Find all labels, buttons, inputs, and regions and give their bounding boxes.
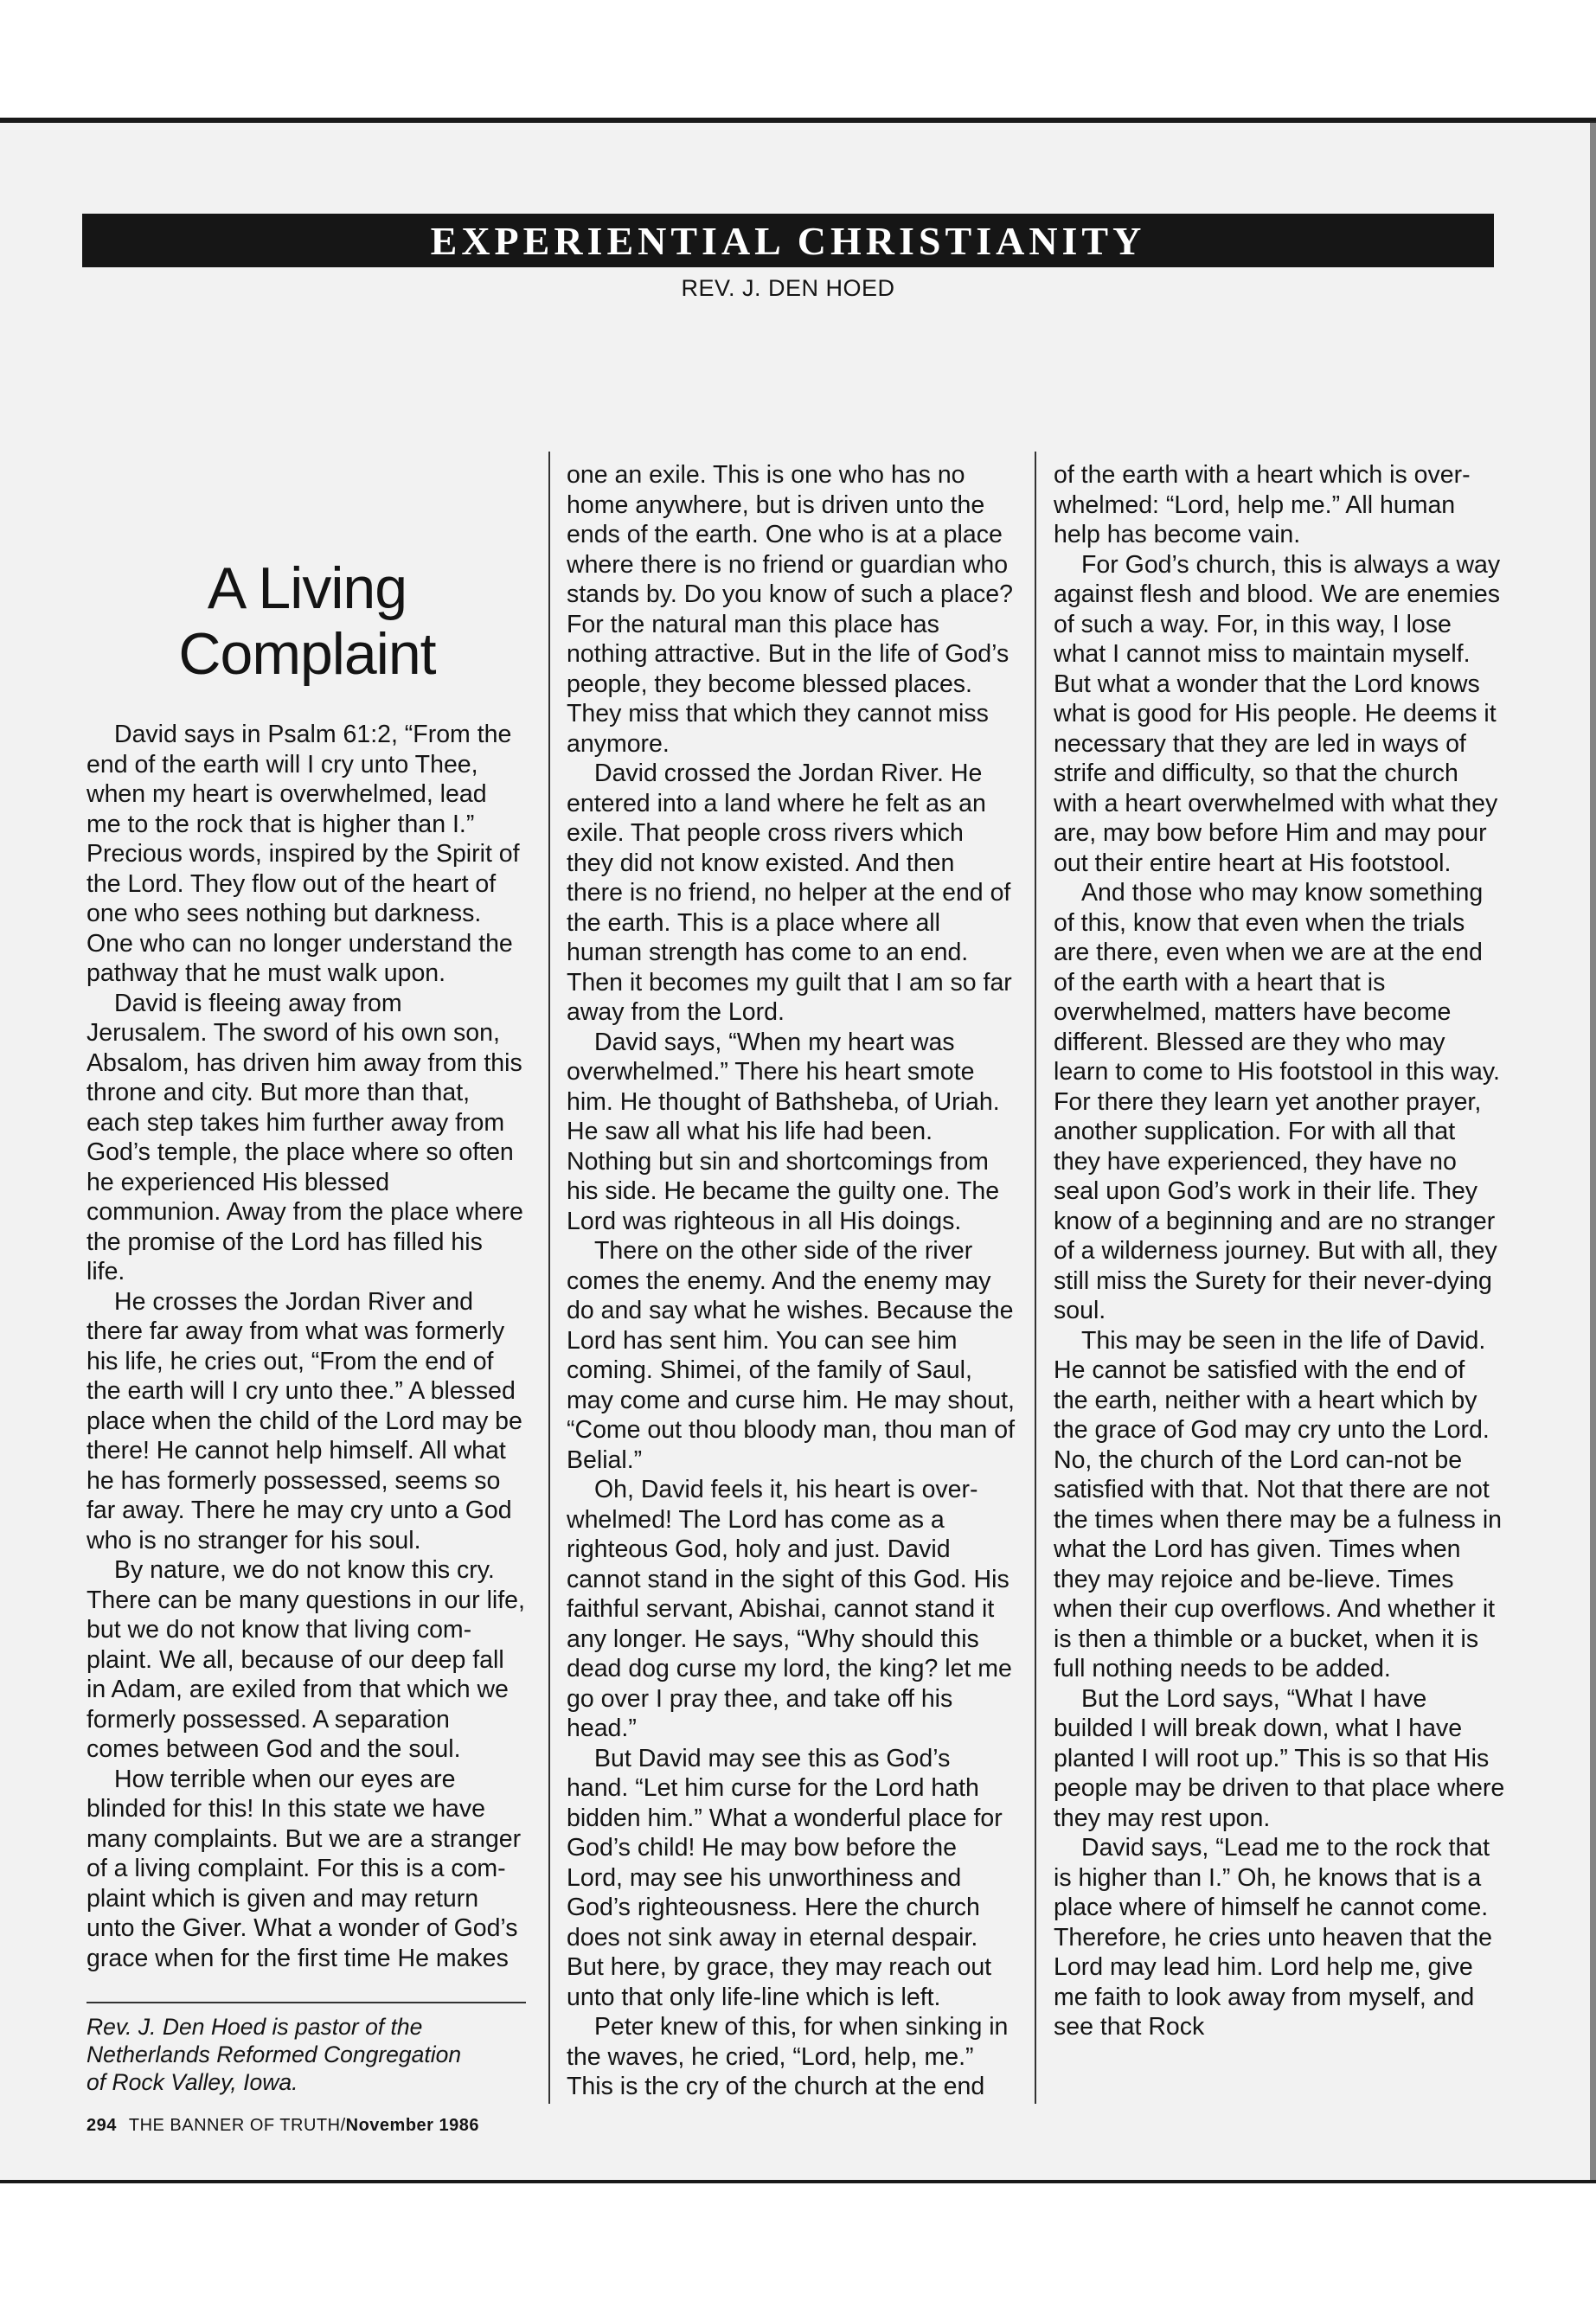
magazine-page: [0, 123, 1596, 2180]
paragraph: By nature, we do not know this cry. There can be many questions in our life, but we do not know that living com-plaint. We all, because of our deep fall in Adam, are exiled from that which we formerly possessed. A separation comes between God and the soul.: [87, 1556, 525, 1763]
footnote-rule: [87, 2002, 526, 2003]
text-column-3: [1054, 460, 1505, 2042]
paragraph: David says, “When my heart was overwhelmed.” There his heart smote him. He thought of Bathsheba, of Uriah. He saw all what his life had been. Nothing but sin and shortcomings from his side. He became the guilty one. The Lord was righteous in all His doings.: [567, 1028, 1000, 1235]
paragraph: For God’s church, this is always a way against flesh and blood. We are enemies of such a way. For, in this way, I lose what I cannot miss to maintain myself. But what a wonder that the Lord knows what is good for His people. He deems it necessary that they are led in ways of strife and difficulty, so that the church with a heart overwhelmed with what they are, may bow before Him and may pour out their entire heart at His footstool.: [1054, 550, 1501, 877]
bio-line: of Rock Valley, Iowa.: [87, 2069, 298, 2095]
publication-name: THE BANNER OF TRUTH/: [128, 2116, 346, 2135]
paragraph: David says, “Lead me to the rock that is higher than I.” Oh, he knows that is a place where of himself he cannot come. Therefore, he cries unto heaven that the Lord may lead him. Lord help me, give me faith to look away from myself, and see that Rock: [1054, 1834, 1492, 2041]
paragraph: David is fleeing away from Jerusalem. The sword of his own son, Absalom, has driven him away from this throne and city. But more than that, each step takes him further away from God’s temple, the place where so often he experienced His blessed communion. Away from the place where the promise of the Lord has filled his life.: [87, 989, 523, 1285]
section-title: EXPERIENTIAL CHRISTIANITY: [430, 218, 1146, 263]
page-footer: [87, 2116, 479, 2136]
paragraph: There on the other side of the river comes the enemy. And the enemy may do and say what he wishes. Because the Lord has sent him. You can see him coming. Shimei, of the family of Saul, may come and curse him. He may shout, “Come out thou bloody man, thou man of Belial.”: [567, 1237, 1016, 1474]
paragraph: David crossed the Jordan River. He entered into a land where he felt as an exile. That people cross rivers which they did not know existed. And then there is no friend, no helper at the end of the earth. This is a place where all human strength has come to an end. Then it becomes my guilt that I am so far away from the Lord.: [567, 760, 1012, 1026]
paragraph: How terrible when our eyes are blinded for this! In this state we have many complaints. But we are a stranger of a living complaint. For this is a com-plaint which is given and may return unto the Giver. What a wonder of God’s grace when for the first time He makes: [87, 1765, 522, 1972]
column-divider: [548, 452, 550, 2104]
text-column-2: [567, 460, 1016, 2102]
paragraph: And those who may know something of this, know that even when the trials are there, even when we are at the end of the earth with a heart that is overwhelmed, matters have become different. Blessed are they who may learn to come to His footstool in this way. For there they learn yet another prayer, another supplication. For with all that they have experienced, they have no seal upon God’s work in their life. They know of a beginning and are no stranger of a wilderness journey. But with all, they still miss the Surety for their never-dying soul.: [1054, 879, 1500, 1324]
paragraph: He crosses the Jordan River and there far away from what was formerly his life, he cries out, “From the end of the earth will I cry unto thee.” A blessed place when the child of the Lord may be there! He cannot help himself. All what he has formerly possessed, seems so far away. There he may cry unto a God who is no stranger for his soul.: [87, 1287, 522, 1554]
paragraph: This may be seen in the life of David. He cannot be satisfied with the end of the earth, neither with a heart which by the grace of God may cry unto the Lord. No, the church of the Lord can-not be satisfied with that. Not that there are not the times when there may be a fulness in what the Lord has given. Times when they may rejoice and be-lieve. Times when their cup overflows. And whether it is then a thimble or a bucket, when it is full nothing needs to be added.: [1054, 1326, 1503, 1682]
article-title: [87, 555, 528, 687]
issue-date: November 1986: [345, 2116, 480, 2135]
paragraph: Peter knew of this, for when sinking in the waves, he cried, “Lord, help, me.” This is the cry of the church at the end: [567, 2013, 1009, 2100]
title-line-2: Complaint: [178, 621, 436, 687]
column-divider: [1035, 452, 1036, 2104]
bottom-rule: [0, 2180, 1596, 2183]
paragraph: But David may see this as God’s hand. “Let him curse for the Lord hath bidden him.” What a wonderful place for God’s child! He may bow before the Lord, may see his unworthiness and God’s righteousness. Here the church does not sink away in eternal despair. But here, by grace, they may reach out unto that only life-line which is left.: [567, 1744, 1003, 2011]
page-number: 294: [87, 2116, 117, 2135]
paragraph: David says in Psalm 61:2, “From the end of the earth will I cry unto Thee, when my heart is overwhelmed, lead me to the rock that is higher than I.” Precious words, inspired by the Spirit of the Lord. They flow out of the heart of one who sees nothing but darkness. One who can no longer understand the pathway that he must walk upon.: [87, 721, 520, 987]
bio-line: Netherlands Reformed Congregation: [87, 2041, 462, 2067]
author-bio: [87, 2013, 528, 2096]
paragraph: one an exile. This is one who has no home anywhere, but is driven unto the ends of the earth. One who is at a place where there is no friend or guardian who stands by. Do you know of such a place? For the natural man this place has nothing attractive. But in the life of God’s people, they become blessed places. They miss that which they cannot miss anymore.: [567, 461, 1013, 758]
scan-edge: [1590, 121, 1596, 2180]
paragraph: But the Lord says, “What I have builded I will break down, what I have planted I will root up.” This is so that His people may be driven to that place where they may rest upon.: [1054, 1684, 1505, 1832]
section-banner: [82, 214, 1494, 267]
text-column-1: [87, 720, 528, 1973]
title-line-1: A Living: [207, 555, 407, 621]
bio-line: Rev. J. Den Hoed is pastor of the: [87, 2014, 423, 2040]
paragraph: of the earth with a heart which is over-whelmed: “Lord, help me.” All human help has become vain.: [1054, 461, 1471, 548]
paragraph: Oh, David feels it, his heart is over-whelmed! The Lord has come as a righteous God, holy and just. David cannot stand in the sight of this God. His faithful servant, Abishai, cannot stand it any longer. He says, “Why should this dead dog curse my lord, the king? let me go over I pray thee, and take off his head.”: [567, 1476, 1012, 1742]
author-byline: REV. J. DEN HOED: [681, 275, 895, 301]
